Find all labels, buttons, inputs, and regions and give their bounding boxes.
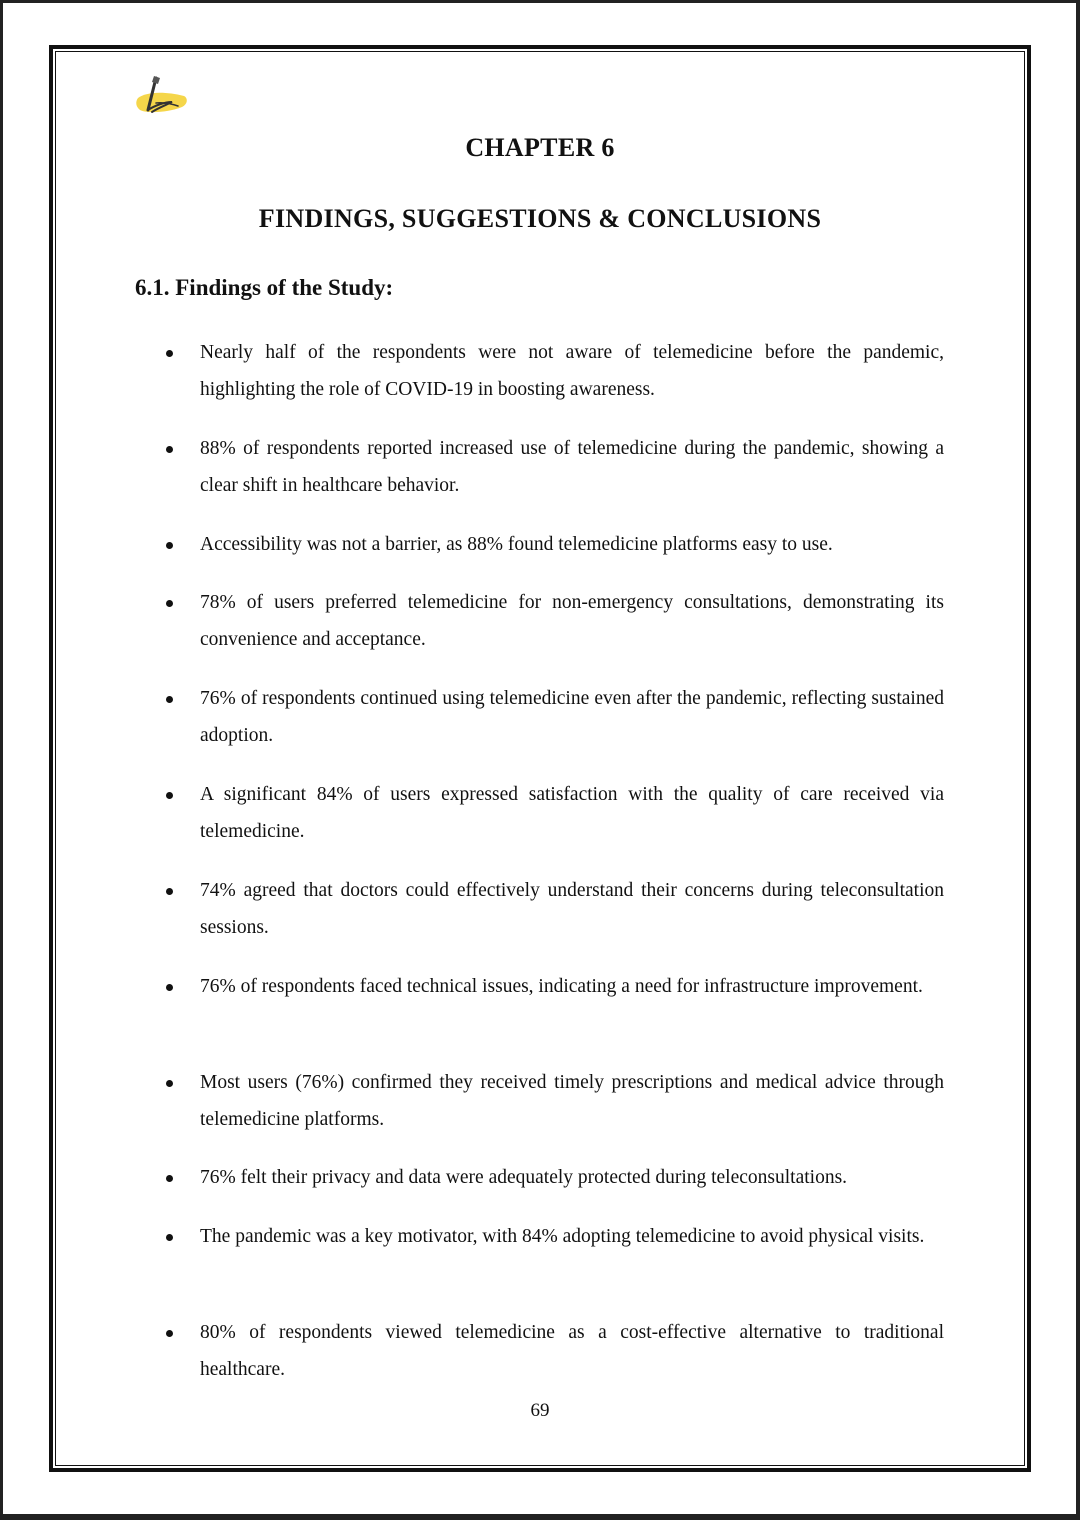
list-item <box>200 872 944 946</box>
list-item <box>200 1218 944 1255</box>
section-heading: 6.1. Findings of the Study: <box>135 275 394 300</box>
finding-text: 76% of respondents continued using telemedicine even after the pandemic, reflecting sustained adoption. <box>200 688 944 746</box>
bullet-icon <box>166 1080 173 1087</box>
finding-text: 76% felt their privacy and data were adequately protected during teleconsultations. <box>200 1167 848 1188</box>
list-item <box>200 1314 944 1388</box>
bullet-icon <box>166 984 173 991</box>
page-number: 69 <box>530 1400 550 1421</box>
finding-text: 76% of respondents faced technical issues, indicating a need for infrastructure improvement. <box>200 976 923 997</box>
finding-text: 74% agreed that doctors could effectively understand their concerns during teleconsultation sessions. <box>200 880 944 938</box>
list-item <box>200 1064 944 1138</box>
bullet-icon <box>166 600 173 607</box>
bullet-icon <box>166 446 173 453</box>
finding-text: Most users (76%) confirmed they received timely prescriptions and medical advice through telemedicine platforms. <box>200 1072 944 1130</box>
finding-text: 80% of respondents viewed telemedicine as a cost-effective alternative to traditional healthcare. <box>200 1322 944 1380</box>
bullet-icon <box>166 350 173 357</box>
bullet-icon <box>166 542 173 549</box>
pen-with-highlight-icon <box>134 72 190 120</box>
finding-text: A significant 84% of users expressed satisfaction with the quality of care received via telemedicine. <box>200 784 944 842</box>
list-item <box>200 584 944 658</box>
chapter-title: FINDINGS, SUGGESTIONS & CONCLUSIONS <box>258 204 822 233</box>
finding-text: Accessibility was not a barrier, as 88% found telemedicine platforms easy to use. <box>200 534 833 555</box>
bullet-icon <box>166 1234 173 1241</box>
finding-text: The pandemic was a key motivator, with 84% adopting telemedicine to avoid physical visits. <box>200 1226 925 1247</box>
finding-text: Nearly half of the respondents were not aware of telemedicine before the pandemic, highlighting the role of COVID-19 in boosting awareness. <box>200 342 944 400</box>
list-item <box>200 526 944 563</box>
list-item <box>200 968 944 1005</box>
bullet-icon <box>166 1330 173 1337</box>
list-item <box>200 334 944 408</box>
list-item <box>200 1159 944 1196</box>
bullet-icon <box>166 696 173 703</box>
list-item <box>200 776 944 850</box>
finding-text: 78% of users preferred telemedicine for non-emergency consultations, demonstrating its convenience and acceptance. <box>200 592 944 650</box>
bullet-icon <box>166 888 173 895</box>
chapter-number: CHAPTER 6 <box>465 133 615 162</box>
list-item <box>200 680 944 754</box>
list-item <box>200 430 944 504</box>
bullet-icon <box>166 792 173 799</box>
finding-text: 88% of respondents reported increased use of telemedicine during the pandemic, showing a clear shift in healthcare behavior. <box>200 438 944 496</box>
bullet-icon <box>166 1175 173 1182</box>
